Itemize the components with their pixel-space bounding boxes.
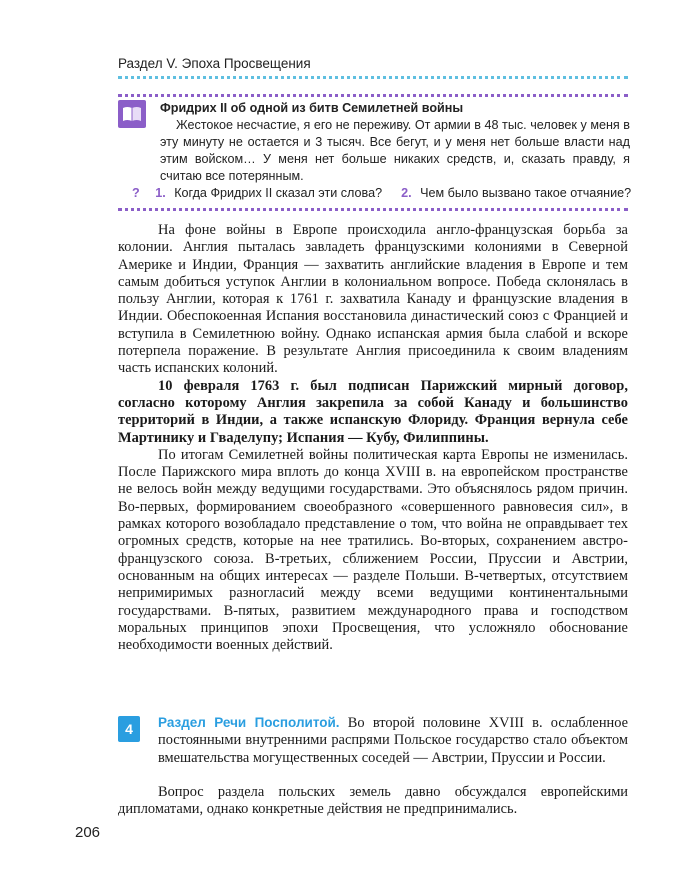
paragraph: По итогам Семилетней войны политическая карта Европы не изменилась. После Парижского мира вплоть до конца XVIII в. на европейском пространстве не велось войн между ведущими государствами. Это объяснялось рядом причин. Во-первых, формированием своеобразного «совершенного равновесия сил», в рамках которого возобладало представление о том, что война не оправдывает тех огромных средств, которые на нее тратились. Во-вторых, сохранением австро-французского союза. В-третьих, сближением России, Пруссии и Австрии, основанным на общих интересах — разделе Польши. В-четвертых, отсутствием непримиримых разногласий между всеми ведущими континентальными государствами. В-пятых, развитием международного права и господством моральных принципов эпохи Просвещения, что усложняло обоснование необходимости военных действий. bbox=[118, 446, 628, 654]
question-mark-icon: ? bbox=[132, 186, 140, 200]
source-bottom-divider bbox=[118, 208, 628, 211]
historical-source-block bbox=[160, 100, 630, 185]
question-text: Когда Фридрих II сказал эти слова? bbox=[174, 186, 383, 200]
question-text: Чем было вызвано такое отчаяние? bbox=[420, 186, 632, 200]
book-icon bbox=[118, 100, 146, 128]
source-top-divider bbox=[118, 94, 628, 97]
source-questions bbox=[132, 186, 632, 200]
closing-text bbox=[118, 784, 628, 819]
source-text: Жестокое несчастие, я его не переживу. От армии в 48 тыс. человек у меня в эту минуту не остается и 3 тысяч. Все бегут, и у меня нет больше власти над этим войском… У меня нет больше никаких средств, и, сказать правду, я считаю все потерянным. bbox=[160, 118, 630, 183]
paragraph: 10 февраля 1763 г. был подписан Парижский мирный договор, согласно которому Англия закрепила за собой Канаду и большинство территорий в Индии, а также испанскую Флориду. Франция вернула себе Мартинику и Гваделупу; Испания — Кубу, Филиппины. bbox=[118, 377, 628, 446]
section-text: Во второй половине XVIII в. ослабленное постоянными внутренними распрями Польское государство стало объектом вмешательства могущественных соседей — Австрии, Пруссии и России. bbox=[158, 715, 628, 766]
source-title: Фридрих II об одной из битв Семилетней войны bbox=[160, 101, 464, 115]
section-block bbox=[158, 714, 628, 767]
paragraph: Вопрос раздела польских земель давно обсуждался европейскими дипломатами, однако конкретные действия не предпринимались. bbox=[118, 784, 628, 818]
paragraph: На фоне войны в Европе происходила англо-французская борьба за колонии. Англия пыталась завладеть французскими колониями в Северной Америке и Индии, Франция — захватить английские владения в Европе и тем самым добиться уступок Англии в колониальном вопросе. Победа склонялась в пользу Англии, которая к 1761 г. захватила Канаду и французские владения в Индии. Обеспокоенная Испания восстановила династический союз с Францией и вступила в Семилетнюю войну. Однако испанская армия была слабой и вскоре потерпела поражение. В результате Англия присоединила к своим владениям часть испанских колоний. bbox=[118, 222, 628, 377]
page-number: 206 bbox=[75, 824, 101, 841]
section-number-badge: 4 bbox=[118, 716, 140, 742]
main-text bbox=[118, 222, 628, 654]
question-number: 2. bbox=[401, 186, 412, 200]
running-header: Раздел V. Эпоха Просвещения bbox=[118, 56, 311, 71]
question-number: 1. bbox=[155, 186, 166, 200]
section-title: Раздел Речи Посполитой. bbox=[158, 715, 340, 730]
header-divider bbox=[118, 76, 628, 79]
